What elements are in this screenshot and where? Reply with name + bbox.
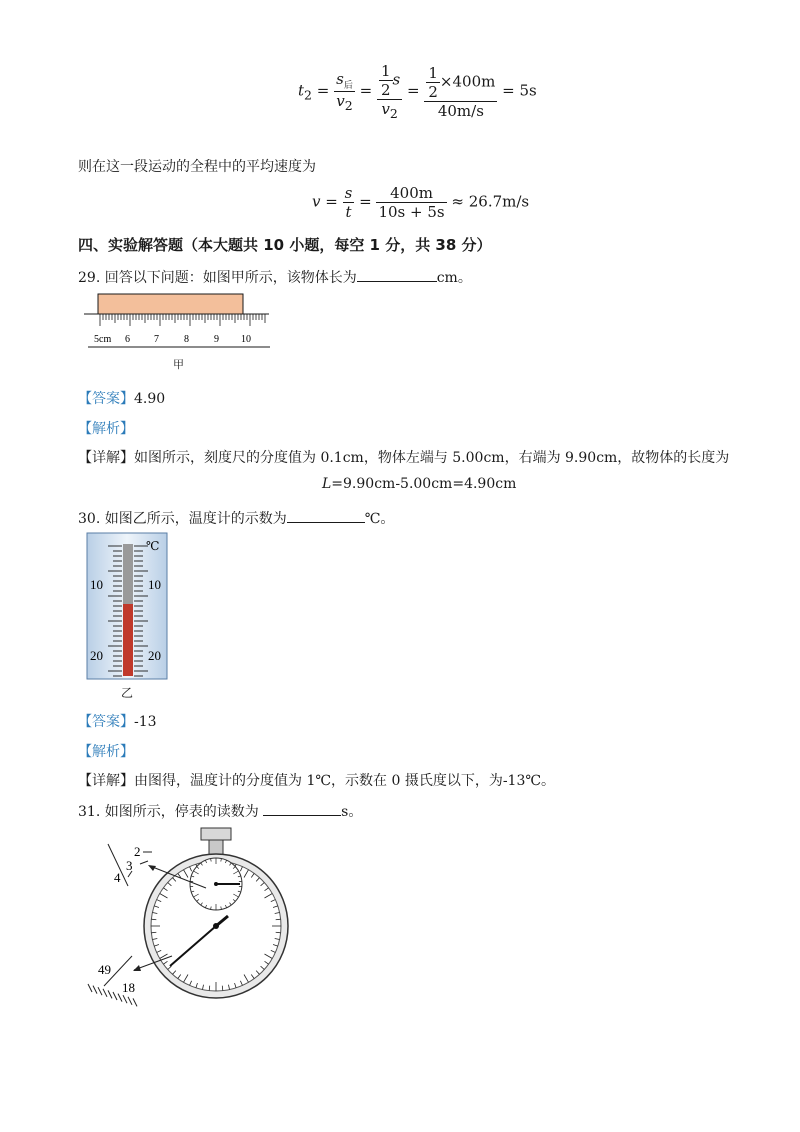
v-fraction-1 xyxy=(343,184,355,221)
answer-tag: 【答案】 xyxy=(78,714,134,730)
equals-sign: = xyxy=(316,81,330,100)
q30-suffix: ℃。 xyxy=(364,511,395,527)
stopwatch-center-pivot xyxy=(213,923,219,929)
callout-label-49: 49 xyxy=(98,962,111,977)
half-bot: 2 xyxy=(380,81,391,99)
dial-tick xyxy=(222,986,223,991)
section-title: 四、实验解答题（本大题共 10 小题，每空 1 分，共 38 分） xyxy=(78,236,492,254)
ruler-figure xyxy=(84,290,274,350)
ruler-label-6: 6 xyxy=(125,334,130,345)
callout-bottom-tick xyxy=(103,989,107,997)
half-fraction-2 xyxy=(426,64,440,101)
callout-label-4: 4 xyxy=(114,870,121,885)
q30-analysis-tag: 【解析】 xyxy=(78,744,134,760)
q31-prefix: 31. 如图所示，停表的读数为 xyxy=(78,804,259,820)
q31-suffix: s。 xyxy=(341,804,363,820)
q29-question xyxy=(78,267,472,287)
thermometer-label-10-right: 10 xyxy=(148,577,161,592)
v-fraction-2 xyxy=(376,184,446,221)
thermometer-liquid xyxy=(123,604,133,676)
callout-bottom-tick xyxy=(108,990,112,998)
callout-top-tick xyxy=(140,861,148,864)
dial-tick xyxy=(276,919,281,920)
thermometer-figure xyxy=(86,532,170,682)
ruler-label-5cm: 5cm xyxy=(94,334,112,345)
callout-label-18: 18 xyxy=(122,980,135,995)
f2-num-var: s xyxy=(392,70,401,89)
f1-num: s xyxy=(336,70,344,88)
dial-tick xyxy=(276,932,281,933)
half-fraction xyxy=(379,62,393,99)
half-bot-2: 2 xyxy=(428,82,438,101)
q31-question xyxy=(78,801,362,821)
thermometer-caption: 乙 xyxy=(121,686,134,700)
q29-answer: 4.90 xyxy=(134,391,166,407)
v-lhs: v xyxy=(312,192,321,211)
callout-bottom-tick xyxy=(133,998,137,1006)
ruler-caption: 甲 xyxy=(173,358,184,371)
formula-lhs-sub: 2 xyxy=(304,87,312,103)
equals-sign: = xyxy=(359,192,372,211)
dial-tick xyxy=(151,919,156,920)
stopwatch-crown xyxy=(201,828,231,840)
measured-object xyxy=(98,294,243,314)
callout-bottom-tick xyxy=(123,995,127,1003)
f3-den: 40m/s xyxy=(437,101,484,120)
callout-bottom-tick xyxy=(113,992,117,1000)
v-f2-num: 400m xyxy=(376,184,446,203)
f1-den-sub: 2 xyxy=(344,98,353,113)
thermometer-label-20-left: 20 xyxy=(90,648,103,663)
ruler-labels xyxy=(94,334,251,345)
equals-sign: = xyxy=(407,81,420,100)
v-result: ≈ 26.7m/s xyxy=(451,192,530,211)
thermometer-unit: ℃ xyxy=(146,539,160,553)
callout-label-3: 3 xyxy=(126,858,133,873)
callout-bottom-tick xyxy=(93,986,97,994)
stopwatch-minute-pivot xyxy=(214,882,218,886)
callout-bottom-arrowhead xyxy=(133,965,141,971)
q29-formula-var: L xyxy=(322,476,332,492)
formula-t2 xyxy=(298,62,537,121)
equals-sign: = xyxy=(359,81,373,100)
q30-answer-blank[interactable] xyxy=(287,510,365,523)
formula-lhs: t xyxy=(298,81,305,100)
f1-den: v xyxy=(336,92,345,110)
formula-v xyxy=(312,184,529,221)
q30-prefix: 30. 如图乙所示，温度计的示数为 xyxy=(78,511,287,527)
dial-tick xyxy=(209,986,210,991)
q29-analysis-tag: 【解析】 xyxy=(78,421,134,437)
callout-bottom-tick xyxy=(98,987,102,995)
q29-formula xyxy=(322,476,516,492)
equals-sign: = xyxy=(325,192,338,211)
q29-suffix: cm。 xyxy=(436,270,472,286)
dial-tick xyxy=(151,932,156,933)
callout-bottom-tick xyxy=(88,984,92,992)
thermometer-tube-gray xyxy=(123,544,133,604)
q31-answer-blank[interactable] xyxy=(263,803,341,816)
callout-bottom-tick xyxy=(128,997,132,1005)
f1-num-sub: 后 xyxy=(343,81,353,91)
q29-detail-line xyxy=(78,447,729,467)
ruler-label-7: 7 xyxy=(154,334,159,345)
v-f1-den: t xyxy=(345,203,352,221)
q30-answer: -13 xyxy=(134,714,157,730)
f2-den-sub: 2 xyxy=(389,106,398,121)
fraction-3 xyxy=(424,64,497,120)
v-f2-den: 10s + 5s xyxy=(378,203,445,221)
q30-detail: 由图得，温度计的分度值为 1℃，示数在 0 摄氏度以下，为-13℃。 xyxy=(134,773,556,789)
avg-speed-intro: 则在这一段运动的全程中的平均速度为 xyxy=(78,159,316,175)
callout-label-2: 2 xyxy=(134,844,141,859)
thermometer-label-20-right: 20 xyxy=(148,648,161,663)
ruler-label-9: 9 xyxy=(214,334,219,345)
q29-answer-line xyxy=(78,388,165,408)
formula-result: = 5s xyxy=(502,81,537,100)
half-top-2: 1 xyxy=(428,63,438,82)
q29-prefix: 29. 回答以下问题：如图甲所示，该物体长为 xyxy=(78,270,357,286)
q30-detail-line xyxy=(78,770,555,790)
fraction-1 xyxy=(334,70,355,113)
ruler-label-10: 10 xyxy=(241,334,251,345)
detail-tag: 【详解】 xyxy=(78,450,134,466)
q30-question xyxy=(78,508,394,528)
q29-formula-rest: =9.90cm-5.00cm=4.90cm xyxy=(331,476,517,492)
q29-answer-blank[interactable] xyxy=(357,269,437,282)
ruler-label-8: 8 xyxy=(184,334,189,345)
detail-tag: 【详解】 xyxy=(78,773,134,789)
ruler-ticks xyxy=(100,314,265,326)
q30-answer-line xyxy=(78,711,157,731)
f2-den: v xyxy=(381,100,390,118)
fraction-2 xyxy=(377,62,402,121)
thermometer-label-10-left: 10 xyxy=(90,577,103,592)
half-top: 1 xyxy=(380,62,391,80)
f3-num-rest: ×400m xyxy=(439,72,496,90)
stopwatch-figure xyxy=(78,826,298,1016)
v-f1-num: s xyxy=(344,184,353,202)
answer-tag: 【答案】 xyxy=(78,391,134,407)
q29-detail: 如图所示，刻度尺的分度值为 0.1cm，物体左端与 5.00cm，右端为 9.90cm，故物体的长度为 xyxy=(134,450,730,466)
